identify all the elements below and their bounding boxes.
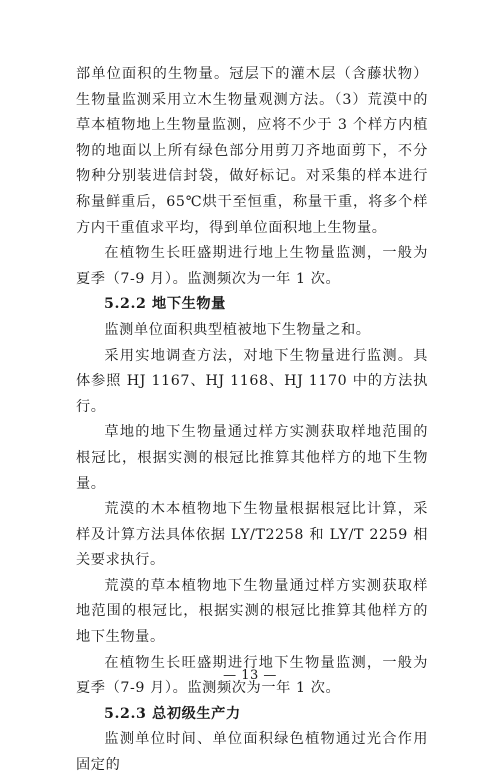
page-number: — 13 — xyxy=(223,668,277,683)
paragraph: 采用实地调查方法，对地下生物量进行监测。具体参照 HJ 1167、HJ 1168、HJ 1170 中的方法执行。 xyxy=(76,347,428,415)
section-heading: 5.2.2 地下生物量 xyxy=(104,296,226,313)
paragraph: 在植物生长旺盛期进行地上生物量监测，一般为夏季（7-9 月）。监测频次为一年 1 次。 xyxy=(76,245,428,287)
paragraph: 监测单位时间、单位面积绿色植物通过光合作用固定的 xyxy=(76,731,428,774)
paragraph: 监测单位面积典型植被地下生物量之和。 xyxy=(104,321,371,338)
paragraph: 草地的地下生物量通过样方实测获取样地范围的根冠比，根据实测的根冠比推算其他样方的地下生物量。 xyxy=(76,424,428,492)
paragraph: 荒漠的木本植物地下生物量根据根冠比计算，采样及计算方法具体依据 LY/T2258 和 LY/T 2259 相关要求执行。 xyxy=(76,501,428,569)
paragraph: 荒漠的草本植物地下生物量通过样方实测获取样地范围的根冠比，根据实测的根冠比推算其他样方的地下生物量。 xyxy=(76,577,428,646)
paragraph: 部单位面积的生物量。冠层下的灌木层（含藤状物）生物量监测采用立木生物量观测方法。（3）荒漠中的草本植物地上生物量监测，应将不少于 3 个样方内植物的地面以上所有绿色部分用剪刀齐地面剪下，不分物种分别装进信封袋，做好标记。对采集的样本进行称量鲜重后，65℃烘干至恒重，称量干重，将多个样方内干重值求平均，得到单位面积地上生物量。 xyxy=(76,66,428,236)
section-heading: 5.2.3 总初级生产力 xyxy=(104,705,241,722)
paragraph: 在植物生长旺盛期进行地下生物量监测，一般为夏季（7-9 月）。监测频次为一年 1 次。 xyxy=(76,654,428,697)
